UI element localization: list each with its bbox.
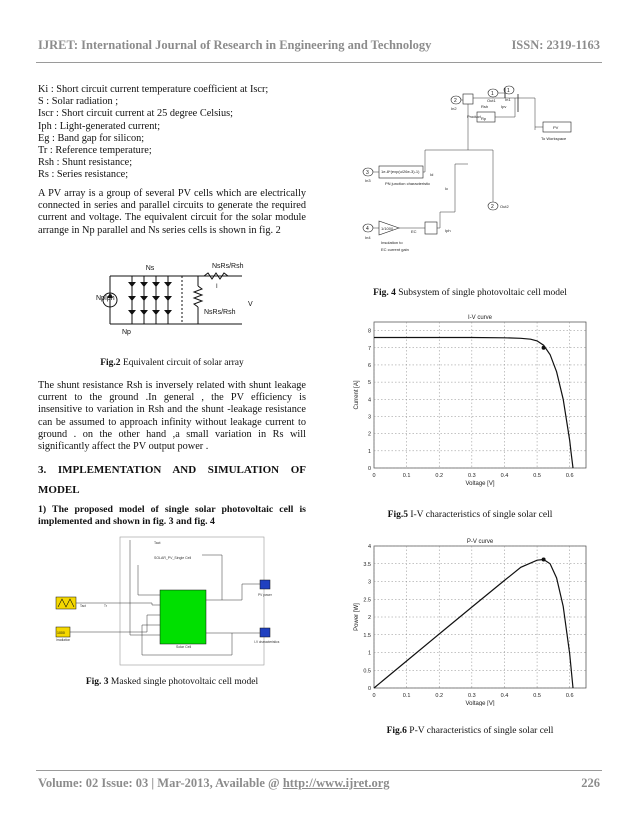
footer-rule bbox=[36, 770, 602, 771]
definition-item: S : Solar radiation ; bbox=[38, 96, 119, 108]
fig4-out1-num: 1 bbox=[507, 88, 510, 94]
x-tick-label: 0.2 bbox=[435, 693, 444, 699]
y-tick-label: 8 bbox=[367, 328, 371, 335]
definition-item: Eg : Band gap for silicon; bbox=[38, 132, 145, 144]
footer-url-link[interactable]: http://www.ijret.org bbox=[282, 776, 390, 790]
y-tick-label: 3 bbox=[367, 414, 371, 421]
x-tick-label: 0.6 bbox=[565, 693, 574, 699]
fig3-caption bbox=[38, 677, 306, 687]
y-tick-label: 2 bbox=[367, 431, 371, 438]
y-tick-label: 4 bbox=[367, 544, 371, 550]
fig4-out2-num: 2 bbox=[491, 204, 494, 210]
definition-item: Tr : Reference temperature; bbox=[38, 145, 152, 157]
svg-text:1000: 1000 bbox=[57, 631, 65, 635]
definitions-list bbox=[38, 84, 306, 182]
label-np-iph: NpIph bbox=[96, 295, 115, 302]
fig3-irr-label: Irradiation bbox=[56, 638, 71, 642]
x-tick-label: 0.6 bbox=[565, 473, 574, 479]
fig5-caption bbox=[330, 510, 610, 520]
iv-chart bbox=[344, 312, 596, 488]
fig4-subsystem bbox=[355, 80, 605, 270]
y-tick-label: 3.5 bbox=[363, 561, 371, 568]
x-tick-label: 0.2 bbox=[435, 473, 444, 479]
fig6-caption-text: P-V characteristics of single solar cell bbox=[409, 726, 554, 736]
iv-scope[interactable] bbox=[260, 628, 270, 637]
x-tick-label: 0.3 bbox=[468, 693, 476, 699]
fig3-t1: Tact bbox=[80, 604, 86, 608]
fig3-simulink-model bbox=[42, 535, 304, 671]
pv-chart bbox=[344, 536, 596, 706]
label-nsrs-rsh: NsRs/Rsh bbox=[212, 263, 244, 270]
y-tick-label: 1.5 bbox=[363, 632, 371, 639]
footer-text: Volume: 02 Issue: 03 | Mar-2013, Available @ bbox=[38, 776, 283, 790]
issn: ISSN: 2319-1163 bbox=[511, 38, 600, 52]
fig3-caption-label: Fig. 3 bbox=[85, 677, 109, 687]
y-tick-label: 2 bbox=[367, 615, 371, 621]
journal-title: IJRET: International Journal of Research in Engineering and Technology bbox=[38, 38, 432, 52]
y-tick-label: 0 bbox=[367, 466, 371, 472]
x-tick-label: 0.5 bbox=[533, 693, 541, 699]
x-tick-label: 0.1 bbox=[402, 473, 411, 479]
definition-item: Ki : Short circuit current temperature coefficient at Iscr; bbox=[38, 84, 269, 95]
fig6-caption bbox=[330, 726, 610, 736]
paragraph-shunt-resistance: The shunt resistance Rsh is inversely related with shunt leakage current to the ground .In general , the PV efficiency is insensitive to variation in Rsh and the shunt -leakage resistance can be assumed to approach infinity without leakage current to ground . on the other hand ,a small variation in Rs will significantly affect the PV output power . bbox=[38, 380, 306, 453]
label-np: Np bbox=[122, 329, 131, 336]
pv-power-scope[interactable] bbox=[260, 580, 270, 589]
fig2-caption-label: Fig.2 bbox=[100, 358, 121, 368]
fig4-caption-text: Subsystem of single photovoltaic cell model bbox=[398, 288, 567, 298]
definition-item: Iph : Light-generated current; bbox=[38, 120, 161, 132]
fig4-in1-lbl: In1 bbox=[505, 97, 511, 102]
section-heading bbox=[38, 460, 306, 500]
y-tick-label: 1 bbox=[367, 448, 371, 455]
plot-area bbox=[374, 322, 586, 468]
label-v: V bbox=[248, 301, 253, 308]
x-tick-label: 0 bbox=[372, 473, 376, 479]
fig4-in1: 1 bbox=[491, 91, 494, 97]
chart-title: P-V curve bbox=[466, 539, 494, 545]
fig2-caption-text: Equivalent circuit of solar array bbox=[122, 358, 244, 368]
fig4-out1-lbl: Out1 bbox=[487, 98, 496, 103]
definition-item: Rs : Series resistance; bbox=[38, 169, 129, 181]
fig4-iph: Iph bbox=[445, 228, 451, 233]
fig4-in3: 3 bbox=[366, 170, 369, 176]
fig4-in4-lbl: In4 bbox=[365, 235, 371, 240]
fig3-block-label: Solar Cell bbox=[176, 645, 192, 649]
definition-item: Iscr : Short circuit current at 25 degree Celsius; bbox=[38, 108, 234, 120]
fig4-out2-lbl: Out2 bbox=[500, 204, 509, 209]
y-tick-label: 0.5 bbox=[363, 668, 371, 675]
fig3-pv-power: PV power bbox=[258, 593, 272, 597]
fig4-ic: Ic bbox=[445, 186, 449, 191]
fig3-title: SOLAR_PV_Single Cell bbox=[154, 556, 192, 560]
fig4-in2: 2 bbox=[454, 98, 457, 104]
fig4-in4: 4 bbox=[366, 226, 369, 232]
y-tick-label: 5 bbox=[367, 380, 371, 387]
x-tick-label: 0.3 bbox=[468, 473, 476, 479]
fig6-caption-label: Fig.6 bbox=[386, 726, 407, 736]
fig5-caption-label: Fig.5 bbox=[387, 510, 408, 520]
fig2-circuit bbox=[92, 256, 272, 336]
x-tick-label: 0 bbox=[372, 693, 376, 699]
label-i: I bbox=[216, 284, 218, 290]
fig4-insol1: Insolation to bbox=[381, 240, 403, 245]
fig4-insol2: EC current gain bbox=[381, 247, 409, 252]
section-subheading: 1) The proposed model of single solar photovoltaic cell is implemented and shown in fig. 3 and fig. 4 bbox=[38, 504, 306, 528]
fig4-workspace: To Workspace bbox=[541, 136, 567, 141]
y-tick-label: 3 bbox=[367, 579, 371, 586]
definition-item: Rsh : Shunt resistance; bbox=[38, 157, 133, 169]
fig4-pn: PN junction characteristic bbox=[385, 181, 431, 186]
x-tick-label: 0.5 bbox=[533, 473, 541, 479]
y-tick-label: 2.5 bbox=[363, 597, 371, 604]
series-marker bbox=[542, 346, 546, 350]
fig4-id: Id bbox=[430, 172, 434, 177]
x-axis-label: Voltage [V] bbox=[465, 701, 495, 706]
header-rule bbox=[36, 62, 602, 63]
label-nsrs-rsh-2: NsRs/Rsh bbox=[204, 309, 236, 316]
page-footer bbox=[38, 776, 600, 791]
fig4-rsh: Rsh bbox=[481, 104, 489, 109]
fig3-iv: I-V characteristics bbox=[254, 640, 280, 644]
x-tick-label: 0.4 bbox=[500, 693, 509, 699]
label-ns: Ns bbox=[145, 265, 155, 272]
fig4-ipv: Ipv bbox=[501, 104, 507, 109]
fig4-caption bbox=[330, 288, 610, 298]
fig3-caption-text: Masked single photovoltaic cell model bbox=[110, 677, 259, 687]
y-tick-label: 4 bbox=[367, 397, 371, 404]
x-axis-label: Voltage [V] bbox=[465, 481, 495, 487]
x-tick-label: 0.1 bbox=[402, 693, 411, 699]
y-tick-label: 6 bbox=[367, 362, 371, 369]
solar-cell-block[interactable] bbox=[160, 590, 206, 644]
y-tick-label: 7 bbox=[367, 345, 371, 352]
fig5-caption-text: I-V characteristics of single solar cell bbox=[410, 510, 553, 520]
fig4-ec: EC bbox=[411, 229, 417, 234]
series-marker bbox=[542, 557, 546, 561]
fig4-pv: PV bbox=[553, 125, 559, 130]
fig4-caption-label: Fig. 4 bbox=[373, 288, 396, 298]
page-number: 226 bbox=[581, 776, 600, 790]
chart-title: I-V curve bbox=[467, 315, 493, 321]
page-header bbox=[38, 38, 600, 53]
fig4-gain: 1/1000 bbox=[381, 226, 394, 231]
fig4-product: Product bbox=[467, 114, 481, 119]
section-heading-line2: MODEL bbox=[38, 484, 80, 496]
y-axis-label: Power [W] bbox=[354, 603, 360, 631]
y-axis-label: Current [A] bbox=[354, 380, 360, 410]
section-heading-line1: 3. IMPLEMENTATION AND SIMULATION OF bbox=[38, 464, 306, 476]
y-tick-label: 1 bbox=[367, 650, 371, 657]
paragraph-pv-array: A PV array is a group of several PV cells which are electrically connected in series and parallel circuits to generate the required current and voltage. The equivalent circuit for the solar module arrange in Np parallel and Ns series cells is shown in fig. 2 bbox=[38, 188, 306, 236]
fig4-in2-lbl: In2 bbox=[451, 106, 457, 111]
fig3-top-label: Tact bbox=[154, 541, 161, 545]
fig4-in3-lbl: In3 bbox=[365, 178, 371, 183]
fig3-t2: Tr bbox=[104, 604, 107, 608]
fig4-rp: Rp bbox=[481, 116, 487, 121]
fig4-fcn: 1e-8*(exp(u/26e-3)-1) bbox=[381, 169, 420, 174]
fig2-caption bbox=[38, 358, 306, 368]
x-tick-label: 0.4 bbox=[500, 473, 509, 479]
y-tick-label: 0 bbox=[367, 686, 371, 692]
